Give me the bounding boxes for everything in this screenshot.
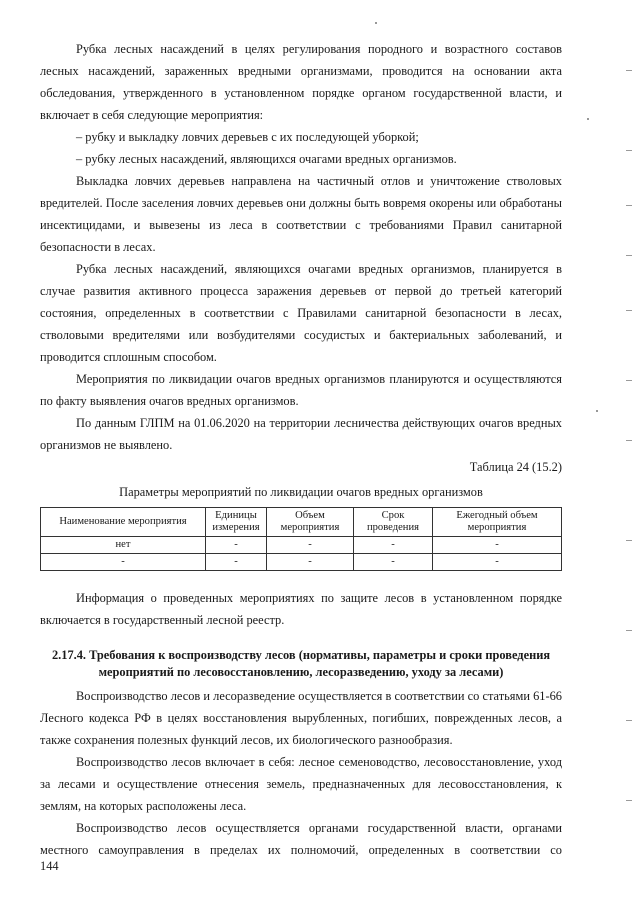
scan-speck — [596, 410, 598, 412]
list-item-trap-trees: – рубку и выкладку ловчих деревьев с их последующей уборкой; — [76, 130, 419, 144]
scan-mark — [626, 205, 632, 206]
paragraph-reproduction-includes: Воспроизводство лесов включает в себя: лесное семеноводство, лесовосстановление, уход за лесами и осуществление отнесения земель, предназначенных для лесовосстановления, к землям, на которых расположены леса. — [40, 755, 562, 813]
table-cell: - — [267, 537, 354, 554]
paragraph-trap-trees: Выкладка ловчих деревьев направлена на частичный отлов и уничтожение стволовых вредителей. После заселения ловчих деревьев они должны быть вовремя окорены или обработаны инсектицидами, и вывезены из леса в соответствии с требованиями Правил санитарной безопасности в лесах. — [40, 174, 562, 254]
table-header-cell: Наименование мероприятия — [41, 508, 206, 537]
list-item-infested-stands: – рубку лесных насаждений, являющихся очагами вредных организмов. — [76, 152, 457, 166]
table-header-cell: Ежегодный объем мероприятия — [433, 508, 562, 537]
table-cell: - — [206, 537, 267, 554]
paragraph-reproduction-authorities: Воспроизводство лесов осуществляется органами государственной власти, органами местного самоуправления в пределах их полномочий, определенных в соответствии со — [40, 821, 562, 857]
text-block-top — [40, 38, 562, 861]
table-header-row — [41, 508, 562, 537]
table-header-cell: Объем мероприятия — [267, 508, 354, 537]
table-cell: - — [354, 537, 433, 554]
table-cell: - — [354, 554, 433, 571]
scan-mark — [626, 70, 632, 71]
table-header-cell: Срок проведения — [354, 508, 433, 537]
scan-mark — [626, 630, 632, 631]
scan-mark — [626, 440, 632, 441]
paragraph-logging-purpose: Рубка лесных насаждений в целях регулирования породного и возрастного составов лесных насаждений, зараженных вредными организмами, проводится на основании акта обследования, утвержденного в установленном порядке органом государственной власти, и включает в себя следующие мероприятия: — [40, 42, 562, 122]
scan-mark — [626, 150, 632, 151]
scan-mark — [626, 380, 632, 381]
table-cell: - — [433, 537, 562, 554]
table-number: Таблица 24 (15.2) — [469, 460, 562, 474]
table-cell: - — [41, 554, 206, 571]
scan-speck — [587, 118, 589, 120]
scan-mark — [626, 720, 632, 721]
scan-mark — [626, 800, 632, 801]
paragraph-reproduction-law: Воспроизводство лесов и лесоразведение осуществляется в соответствии со статьями 61-66 Лесного кодекса РФ в целях восстановления вырубленных, погибших, поврежденных лесов, а также сохранения полезных функций лесов, их биологического разнообразия. — [40, 689, 562, 747]
paragraph-clear-cutting: Рубка лесных насаждений, являющихся очагами вредных организмов, планируется в случае развития активного процесса заражения деревьев от первой до третьей категорий состояния, определенных в соответствии с Правилами санитарной безопасности в лесах, стволовыми вредителями или возбудителями сосудистых и бактериальных заболеваний, и проводится сплошным способом. — [40, 262, 562, 364]
paragraph-forest-registry: Информация о проведенных мероприятиях по защите лесов в установленном порядке включается в государственный лесной реестр. — [40, 591, 562, 627]
scan-mark — [626, 540, 632, 541]
table-cell: - — [267, 554, 354, 571]
paragraph-measures: Мероприятия по ликвидации очагов вредных организмов планируются и осуществляются по факту выявления очагов вредных организмов. — [40, 372, 562, 408]
table-cell: - — [433, 554, 562, 571]
table-row — [41, 537, 562, 554]
scan-speck — [375, 22, 377, 24]
table-row — [41, 554, 562, 571]
page-number: 144 — [40, 859, 59, 873]
scan-mark — [626, 255, 632, 256]
table-cell: - — [206, 554, 267, 571]
table-header-cell: Единицы измерения — [206, 508, 267, 537]
scan-mark — [626, 310, 632, 311]
section-heading: 2.17.4. Требования к воспроизводству лесов (нормативы, параметры и сроки проведения мероприятий по лесовосстановлению, лесоразведению, уходу за лесами) — [51, 648, 551, 679]
measures-table — [40, 507, 562, 571]
table-cell: нет — [41, 537, 206, 554]
table-caption: Параметры мероприятий по ликвидации очагов вредных организмов — [119, 485, 483, 499]
paragraph-glpm-data: По данным ГЛПМ на 01.06.2020 на территории лесничества действующих очагов вредных организмов не выявлено. — [40, 416, 562, 452]
